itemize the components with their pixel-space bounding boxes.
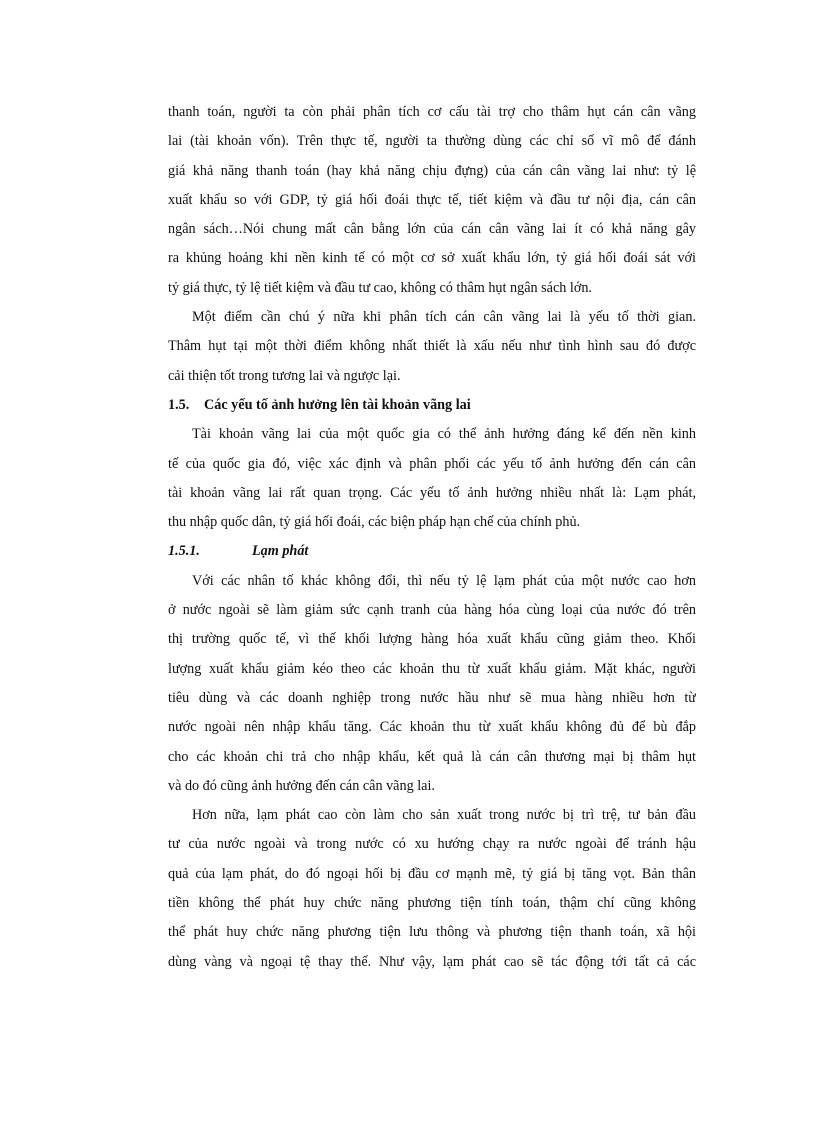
text-line: quả của lạm phát, do đó ngoại hối bị đầu cơ mạnh mẽ, tỷ giá bị tăng vọt. Bản thân xyxy=(168,865,696,882)
text-line: thu nhập quốc dân, tỷ giá hối đoái, các biện pháp hạn chế của chính phủ. xyxy=(168,514,581,531)
paragraph-factors-intro xyxy=(168,420,696,537)
text-line: lượng xuất khẩu giảm kéo theo các khoản thu từ xuất khẩu giảm. Mặt khác, người xyxy=(168,660,696,677)
text-line: thanh toán, người ta còn phải phân tích cơ cấu tài trợ cho thâm hụt cán cân vãng xyxy=(168,104,696,120)
text-line: dùng vàng và ngoại tệ thay thế. Như vậy, lạm phát cao sẽ tác động tới tất cả các xyxy=(168,953,696,970)
section-number: 1.5. xyxy=(168,396,190,413)
document-page xyxy=(168,98,696,977)
text-line: tế của quốc gia đó, việc xác định và phân phối các yếu tố ảnh hưởng đến cán cân xyxy=(168,455,696,472)
text-line: nước ngoài nên nhập khẩu tăng. Các khoản thu từ xuất khẩu không đủ để bù đắp xyxy=(168,719,696,736)
subsection-title: Lạm phát xyxy=(252,543,309,560)
paragraph-financing-analysis xyxy=(168,98,696,303)
text-line: Hơn nữa, lạm phát cao còn làm cho sản xuất trong nước bị trì trệ, tư bản đầu xyxy=(192,807,696,824)
text-line: cải thiện tốt trong tương lai và ngược lại. xyxy=(168,367,401,384)
text-line: tỷ giá thực, tỷ lệ tiết kiệm và đầu tư cao, không có thâm hụt ngân sách lớn. xyxy=(168,279,592,296)
text-line: xuất khẩu so với GDP, tỷ giá hối đoái thực tế, tiết kiệm và đầu tư nội địa, cán cân xyxy=(168,191,696,208)
paragraph-time-factor xyxy=(168,303,696,391)
section-title: Các yếu tố ảnh hưởng lên tài khoản vãng lai xyxy=(204,396,471,413)
paragraph-high-inflation xyxy=(168,801,696,977)
text-line: lai (tài khoản vốn). Trên thực tế, người ta thường dùng các chỉ số vĩ mô để đánh xyxy=(168,133,696,150)
text-line: tiền không thể phát huy chức năng phương tiện tính toán, thậm chí cũng không xyxy=(168,895,696,912)
text-line: ngân sách…Nói chung mất cân bằng lớn của cán cân vãng lai ít có khả năng gây xyxy=(168,221,696,238)
text-line: ra khủng hoảng khi nền kinh tế có một cơ sở xuất khẩu lớn, tỷ giá hối đoái sát với xyxy=(168,250,696,267)
text-line: và do đó cũng ảnh hưởng đến cán cân vãng lai. xyxy=(168,777,435,794)
subsection-number: 1.5.1. xyxy=(168,543,200,560)
text-line: Tài khoản vãng lai của một quốc gia có thể ảnh hưởng đáng kể đến nền kinh xyxy=(192,426,696,443)
text-line: giá khả năng thanh toán (hay khả năng chịu đựng) của cán cân vãng lai như: tỷ lệ xyxy=(168,162,696,179)
text-line: Thâm hụt tại một thời điểm không nhất thiết là xấu nếu như tình hình sau đó được xyxy=(168,338,696,355)
text-line: thể phát huy chức năng phương tiện lưu thông và phương tiện thanh toán, xã hội xyxy=(168,924,696,941)
text-line: thị trường quốc tế, vì thế khối lượng hàng hóa xuất khẩu cũng giảm theo. Khối xyxy=(168,631,696,648)
text-line: Một điểm cần chú ý nữa khi phân tích cán cân vãng lai là yếu tố thời gian. xyxy=(192,309,696,326)
text-line: tiêu dùng và các doanh nghiệp trong nước hầu như sẽ mua hàng nhiều hơn từ xyxy=(168,689,696,706)
text-line: tư của nước ngoài và trong nước có xu hướng chạy ra nước ngoài để tránh hậu xyxy=(168,836,696,853)
section-heading-1-5 xyxy=(168,391,696,420)
section-heading-1-5-1 xyxy=(168,537,696,566)
text-line: cho các khoản chi trả cho nhập khẩu, kết quả là cán cân thương mại bị thâm hụt xyxy=(168,748,696,765)
text-line: ở nước ngoài sẽ làm giảm sức cạnh tranh của hàng hóa cùng loại của nước đó trên xyxy=(168,602,696,619)
text-line: Với các nhân tố khác không đổi, thì nếu tỷ lệ lạm phát của một nước cao hơn xyxy=(192,572,696,589)
text-line: tài khoản vãng lai rất quan trọng. Các yếu tố ảnh hưởng nhiều nhất là: Lạm phát, xyxy=(168,484,696,501)
paragraph-inflation-effects xyxy=(168,567,696,801)
